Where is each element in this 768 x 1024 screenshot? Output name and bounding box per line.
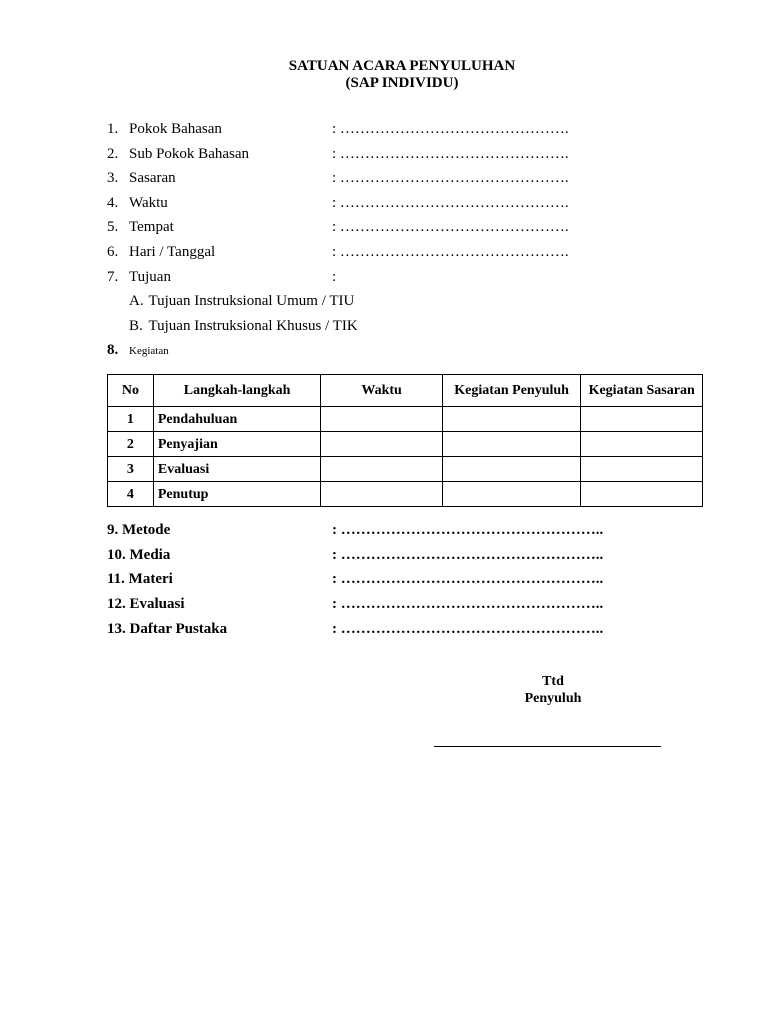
cell-step: Evaluasi bbox=[153, 457, 320, 482]
col-header-waktu: Waktu bbox=[321, 375, 443, 407]
field-sasaran bbox=[107, 169, 569, 187]
col-header-kegiatan-penyuluh: Kegiatan Penyuluh bbox=[442, 375, 581, 407]
field-value: : …………………………………………….. bbox=[332, 596, 604, 612]
field-number: 7. bbox=[107, 269, 119, 285]
field-waktu bbox=[107, 194, 569, 212]
cell-waktu bbox=[321, 482, 443, 507]
table-row bbox=[108, 482, 703, 507]
cell-sasaran bbox=[581, 482, 703, 507]
field-label: 13. Daftar Pustaka bbox=[107, 621, 228, 637]
cell-penyuluh bbox=[442, 482, 581, 507]
field-value: : ………………………………………. bbox=[332, 219, 569, 235]
field-tujuan bbox=[107, 268, 337, 286]
document-title: SATUAN ACARA PENYULUHAN bbox=[288, 58, 516, 74]
cell-waktu bbox=[321, 407, 443, 432]
field-value: : …………………………………………….. bbox=[332, 547, 604, 563]
field-value: : …………………………………………….. bbox=[332, 571, 604, 587]
cell-no: 4 bbox=[108, 482, 154, 507]
cell-no: 2 bbox=[108, 432, 154, 457]
field-label: 11. Materi bbox=[107, 571, 173, 587]
field-number: 3. bbox=[107, 170, 119, 186]
field-media bbox=[107, 546, 604, 564]
cell-penyuluh bbox=[442, 457, 581, 482]
cell-step: Pendahuluan bbox=[153, 407, 320, 432]
field-value: : ………………………………………. bbox=[332, 195, 569, 211]
table-row bbox=[108, 407, 703, 432]
section-kegiatan bbox=[107, 341, 169, 360]
field-label: Tempat bbox=[129, 219, 174, 235]
signature-ttd: Ttd bbox=[542, 674, 564, 689]
table-row bbox=[108, 432, 703, 457]
subitem-letter: B. bbox=[129, 318, 143, 334]
field-materi bbox=[107, 570, 604, 588]
field-label: Waktu bbox=[129, 195, 168, 211]
field-number: 6. bbox=[107, 244, 119, 260]
cell-sasaran bbox=[581, 407, 703, 432]
field-number: 8. bbox=[107, 342, 119, 358]
field-value: : ………………………………………. bbox=[332, 244, 569, 260]
col-header-kegiatan-sasaran: Kegiatan Sasaran bbox=[581, 375, 703, 407]
signature-line bbox=[434, 746, 661, 747]
field-value: : ………………………………………. bbox=[332, 121, 569, 137]
field-label: Sub Pokok Bahasan bbox=[129, 146, 249, 162]
field-pokok-bahasan bbox=[107, 120, 569, 138]
field-label: Kegiatan bbox=[129, 345, 169, 357]
col-header-no: No bbox=[108, 375, 154, 407]
field-hari-tanggal bbox=[107, 243, 569, 261]
field-value: : …………………………………………….. bbox=[332, 621, 604, 637]
field-daftar-pustaka bbox=[107, 620, 604, 638]
cell-sasaran bbox=[581, 432, 703, 457]
subitem-letter: A. bbox=[129, 293, 144, 309]
field-label: 12. Evaluasi bbox=[107, 596, 185, 612]
field-value: : bbox=[332, 269, 337, 285]
subitem-label: Tujuan Instruksional Umum / TIU bbox=[148, 293, 355, 309]
field-number: 1. bbox=[107, 121, 119, 137]
field-label: 9. Metode bbox=[107, 522, 171, 538]
signature-role: Penyuluh bbox=[524, 691, 582, 706]
cell-step: Penutup bbox=[153, 482, 320, 507]
field-sub-pokok-bahasan bbox=[107, 145, 569, 163]
field-number: 2. bbox=[107, 146, 119, 162]
cell-waktu bbox=[321, 432, 443, 457]
field-label: Sasaran bbox=[129, 170, 176, 186]
table-header-row bbox=[108, 375, 703, 407]
field-value: : …………………………………………….. bbox=[332, 522, 604, 538]
cell-waktu bbox=[321, 457, 443, 482]
field-label: 10. Media bbox=[107, 547, 171, 563]
field-value: : ………………………………………. bbox=[332, 146, 569, 162]
cell-sasaran bbox=[581, 457, 703, 482]
field-label: Tujuan bbox=[129, 269, 171, 285]
cell-no: 3 bbox=[108, 457, 154, 482]
field-number: 4. bbox=[107, 195, 119, 211]
field-label: Hari / Tanggal bbox=[129, 244, 216, 260]
field-metode bbox=[107, 521, 604, 539]
cell-penyuluh bbox=[442, 407, 581, 432]
cell-step: Penyajian bbox=[153, 432, 320, 457]
document-subtitle: (SAP INDIVIDU) bbox=[345, 75, 459, 91]
field-tempat bbox=[107, 218, 569, 236]
table-row bbox=[108, 457, 703, 482]
subitem-label: Tujuan Instruksional Khusus / TIK bbox=[148, 318, 358, 334]
field-label: Pokok Bahasan bbox=[129, 121, 222, 137]
cell-no: 1 bbox=[108, 407, 154, 432]
field-value: : ………………………………………. bbox=[332, 170, 569, 186]
cell-penyuluh bbox=[442, 432, 581, 457]
field-number: 5. bbox=[107, 219, 119, 235]
col-header-langkah: Langkah-langkah bbox=[153, 375, 320, 407]
kegiatan-table bbox=[107, 374, 703, 507]
field-evaluasi bbox=[107, 595, 604, 613]
